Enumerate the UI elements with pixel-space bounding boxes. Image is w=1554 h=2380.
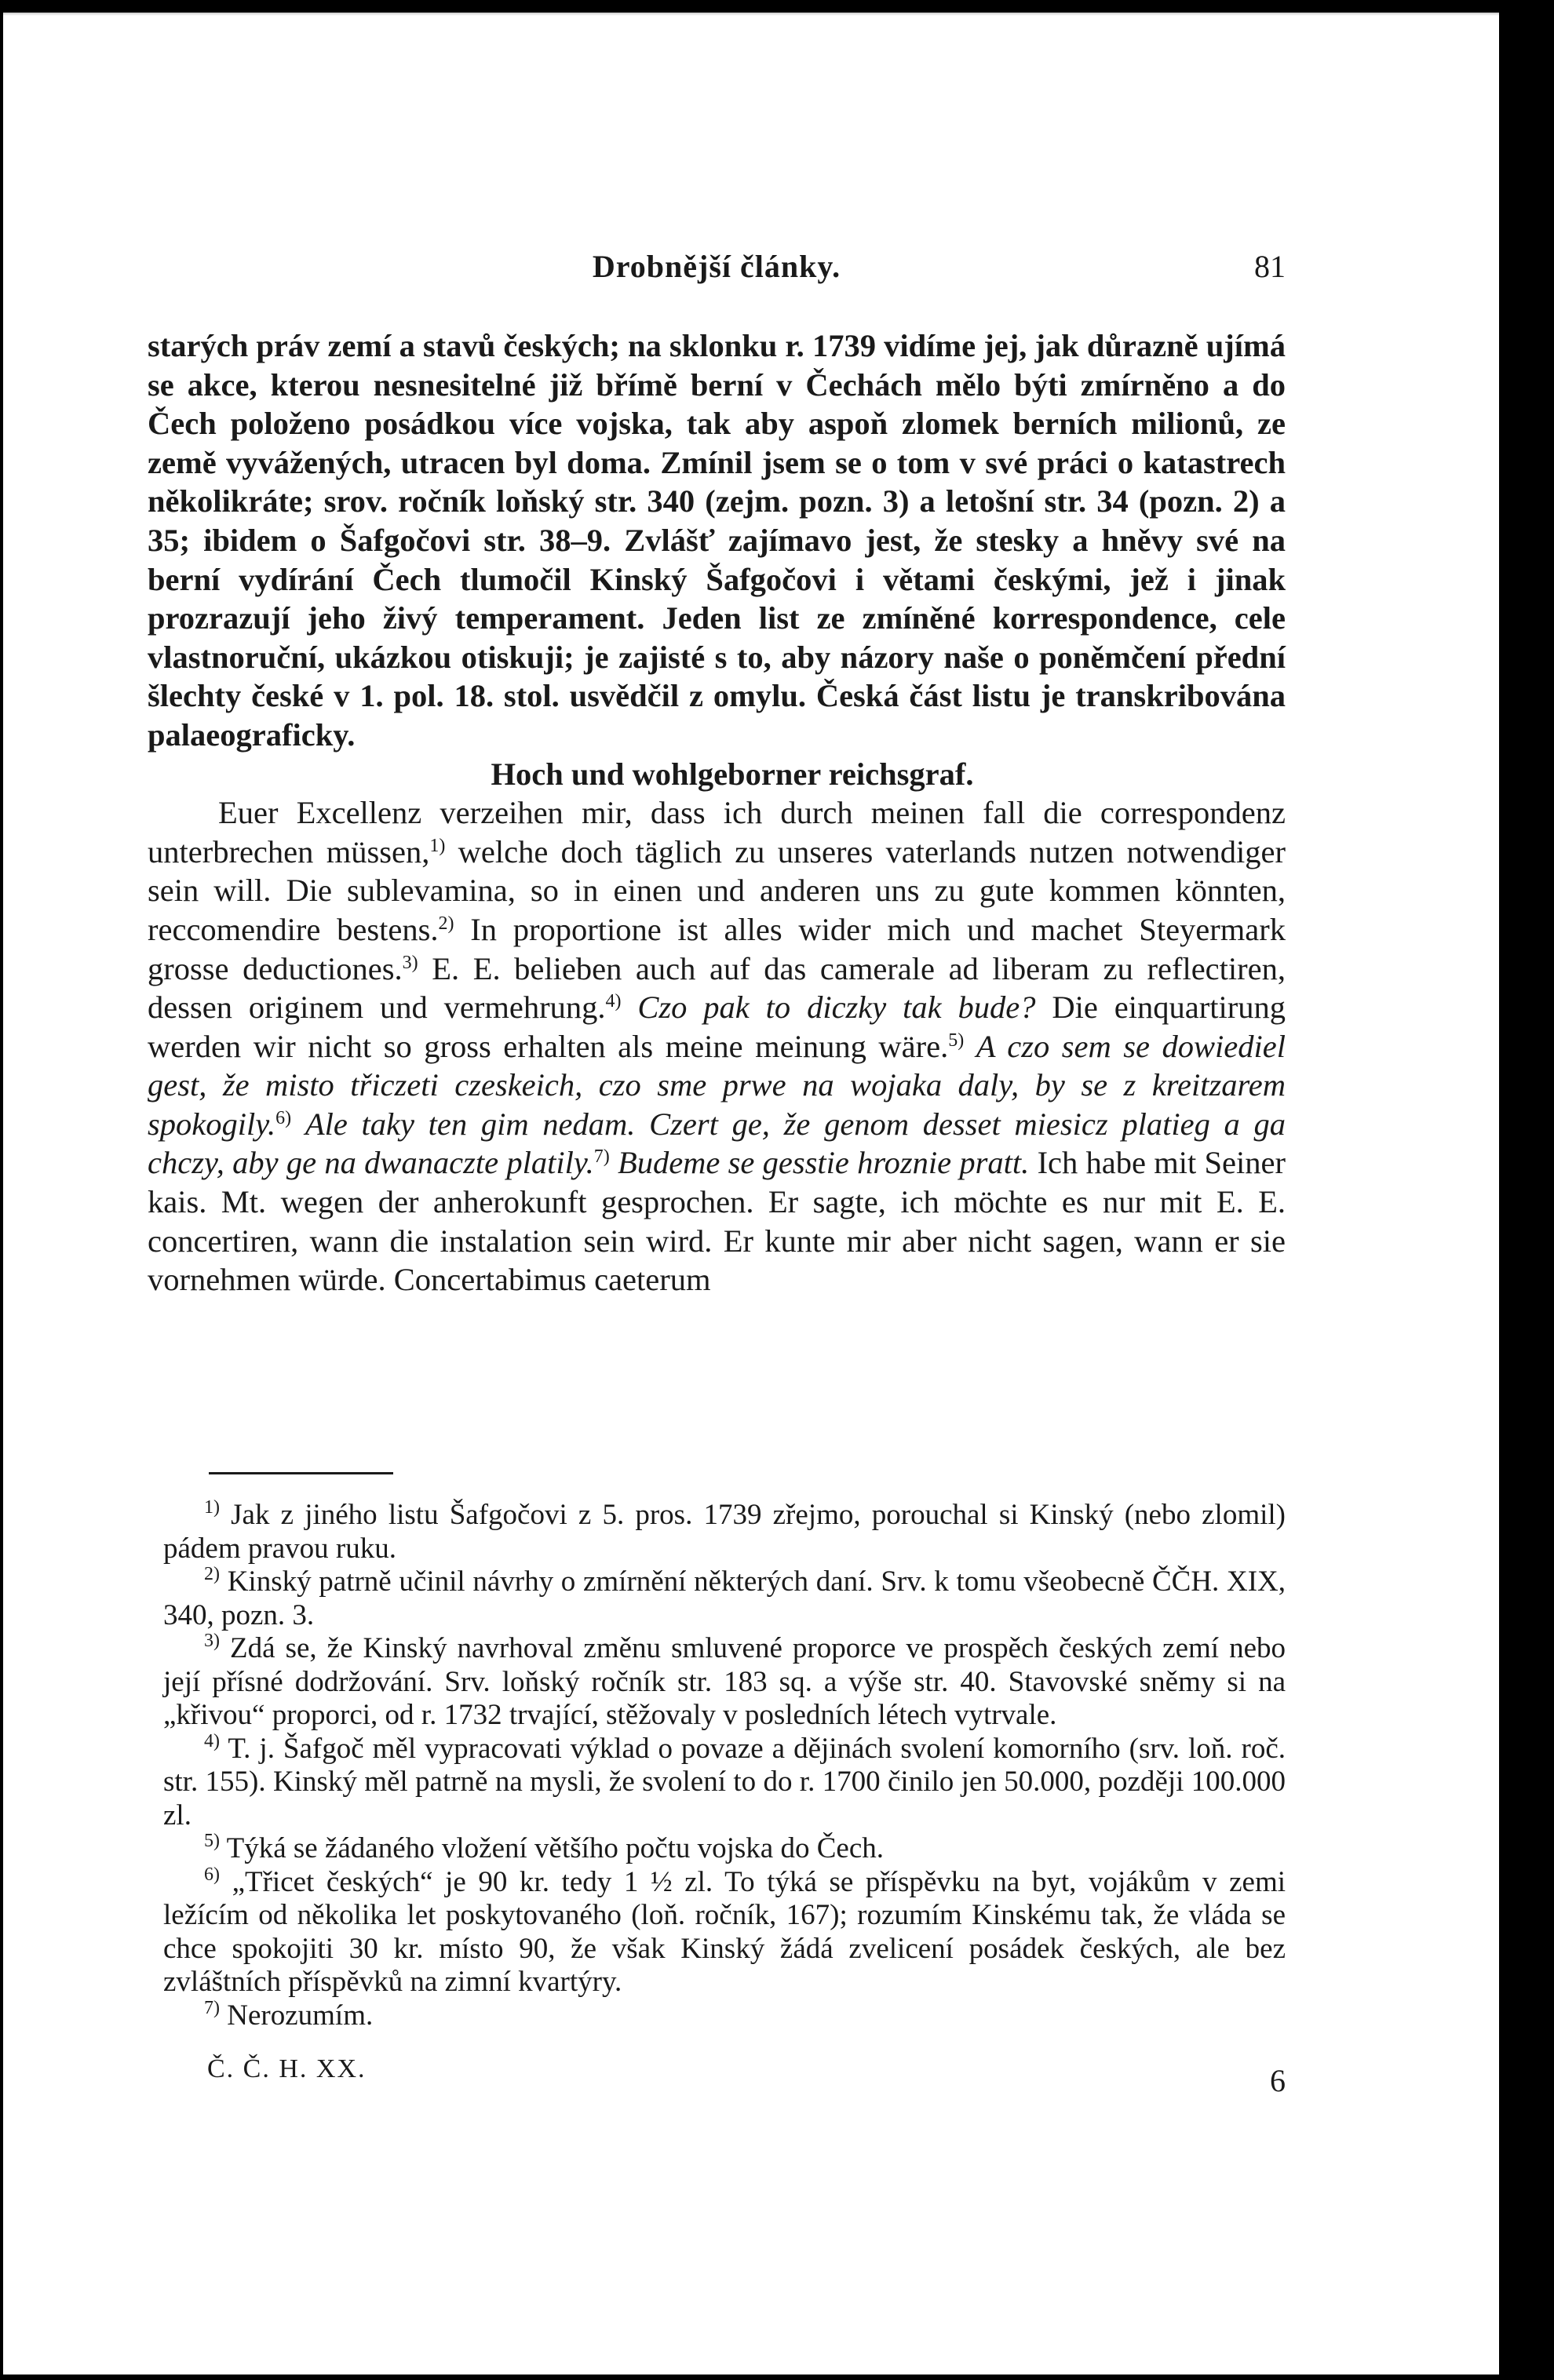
footnote bbox=[163, 1565, 1286, 1632]
czech-sentence: A czo sem se dowiediel gest, že misto třiczeti czeskeich, czo sme prwe na wojaka daly, by se z kreitzarem spokogily. bbox=[148, 1028, 1286, 1142]
footnote-mark: 2) bbox=[204, 1564, 220, 1584]
letter-sentence: Ich habe mit Seiner kais. Mt. wegen der anherokunft gesprochen. Er sagte, ich möchte es nur mit E. E. concertiren, wann die instalation sein wird. Er kunte mir aber nicht sagen, wann er sie vornehmen würde. Concertabimus caeterum bbox=[148, 1145, 1286, 1298]
czech-sentence: Czo pak to diczky tak bude? bbox=[637, 990, 1036, 1026]
main-text bbox=[148, 326, 1286, 1299]
footnote-mark: 6) bbox=[204, 1864, 220, 1885]
footnote bbox=[163, 1832, 1286, 1866]
footnote-marker: 4) bbox=[605, 991, 622, 1012]
footnote-mark: 5) bbox=[204, 1831, 220, 1851]
journal-signature-mark: Č. Č. H. XX. bbox=[207, 2054, 367, 2083]
letter-salutation: Hoch und wohlgeborner reichsgraf. bbox=[491, 756, 974, 792]
letter-sentence: E. E. belieben auch auf das camerale ad liberam zu reflectiren, dessen originem und vermehrung. bbox=[148, 950, 1286, 1026]
footnote bbox=[163, 1730, 1286, 1833]
footnote-mark: 7) bbox=[204, 1997, 220, 2018]
footnote-mark: 4) bbox=[204, 1730, 220, 1751]
letter-sentence: Euer Excellenz verzeihen mir, dass ich durch meinen fall die correspondenz unterbrechen müssen, bbox=[148, 795, 1286, 869]
footnote-mark: 3) bbox=[204, 1631, 220, 1651]
footnote-text: T. j. Šafgoč měl vypracovati výklad o povaze a dějinách svolení komorního (srv. loň. roč. str. 155). Kinský měl patrně na mysli, že svolení to do r. 1700 činilo jen 50.000, později 100.000 zl. bbox=[163, 1732, 1286, 1831]
footnote-mark: 1) bbox=[204, 1497, 220, 1518]
letter-sentence: welche doch täglich zu unseres vaterlands nutzen notwendiger sein will. Die sublevamina, so in einen und anderen uns zu gute kommen könnten, reccomendire bestens. bbox=[148, 833, 1286, 947]
footnote-rule bbox=[209, 1472, 393, 1474]
footnote-text: Nerozumím. bbox=[227, 1999, 374, 2032]
intro-paragraph: starých práv zemí a stavů českých; na sklonku r. 1739 vidíme jej, jak důrazně ujímá se akce, kterou nesnesitelné již břímě berní v Čechách mělo býti zmírněno a do Čech položeno posádkou více vojska, tak aby aspoň zlomek berních milionů, ze země vyvážených, utracen byl doma. Zmínil jsem se o tom v své práci o katastrech několikráte; srov. ročník loňský str. 340 (zejm. pozn. 3) a letošní str. 34 (pozn. 2) a 35; ibidem o Šafgočovi str. 38–9. Zvlášť zajímavo jest, že stesky a hněvy své na berní vydírání Čech tlumočil Kinský Šafgočovi i větami českými, jež i jinak prozrazují jeho živý temperament. Jeden list ze zmíněné korrespondence, cele vlastnoruční, ukázkou otiskuji; je zajisté s to, aby názory naše o poněmčení přední šlechty české v 1. pol. 18. stol. usvědčil z omylu. Česká část listu je transkribována palaeograficky. bbox=[148, 328, 1286, 753]
footnote bbox=[163, 1499, 1286, 1565]
czech-sentence: Budeme se gesstie hroznie pratt. bbox=[617, 1145, 1030, 1181]
footnote bbox=[163, 1632, 1286, 1733]
footnote-marker: 6) bbox=[275, 1107, 292, 1128]
document-page bbox=[3, 13, 1499, 2375]
letter-sentence: Die einquartirung werden wir nicht so gross erhalten als meine meinung wäre. bbox=[148, 990, 1286, 1064]
footnote-text: Kinský patrně učinil návrhy o zmírnění některých daní. Srv. k tomu všeobecně ČČH. XIX, 340, pozn. 3. bbox=[163, 1565, 1286, 1631]
footnote-marker: 5) bbox=[948, 1030, 965, 1051]
footnote-text: Jak z jiného listu Šafgočovi z 5. pros. 1739 zřejmo, porouchal si Kinský (nebo zlomil) pádem pravou ruku. bbox=[163, 1499, 1286, 1565]
footnote-text: Týká se žádaného vložení většího počtu vojska do Čech. bbox=[226, 1832, 884, 1864]
sheet-number: 6 bbox=[1270, 2063, 1286, 2098]
page-number: 81 bbox=[1254, 249, 1286, 284]
footnote bbox=[163, 1866, 1286, 1999]
letter-paragraph bbox=[148, 793, 1286, 1299]
page-edge bbox=[3, 13, 1499, 16]
signature-line bbox=[207, 2054, 1286, 2101]
footnote-text: „Třicet českých“ je 90 kr. tedy 1 ½ zl. To týká se příspěvku na byt, vojákům v zemi ležícím od několika let poskytovaného (loň. ročník, 167); rozumím Kinskému tak, že vláda se chce spokojiti 30 kr. místo 90, že však Kinský žádá zvelicení posádek českých, ale bez zvláštních příspěvků na zimní kvartýry. bbox=[163, 1865, 1286, 1998]
running-title: Drobnější články. bbox=[592, 249, 841, 284]
czech-sentence: Ale taky ten gim nedam. Czert ge, že genom desset miesicz platieg a ga chczy, aby ge na dwanaczte platily. bbox=[148, 1106, 1286, 1181]
footnote-marker: 1) bbox=[429, 835, 446, 856]
footnote-marker: 2) bbox=[438, 913, 454, 934]
footnotes bbox=[163, 1499, 1286, 2032]
footnote-text: Zdá se, že Kinský navrhoval změnu smluvené proporce ve prospěch českých zemí nebo její přísné dodržování. Srv. loňský ročník str. 183 sq. a výše str. 40. Stavovské sněmy si na „křivou“ proporci, od r. 1732 trvající, stěžovaly v posledních létech vytrvale. bbox=[163, 1632, 1286, 1731]
footnote bbox=[163, 1999, 1286, 2033]
running-header bbox=[148, 248, 1286, 295]
letter-sentence: In proportione ist alles wider mich und machet Steyermark grosse deductiones. bbox=[148, 911, 1286, 986]
footnote-marker: 3) bbox=[402, 952, 418, 973]
footnote-marker: 7) bbox=[593, 1146, 610, 1168]
